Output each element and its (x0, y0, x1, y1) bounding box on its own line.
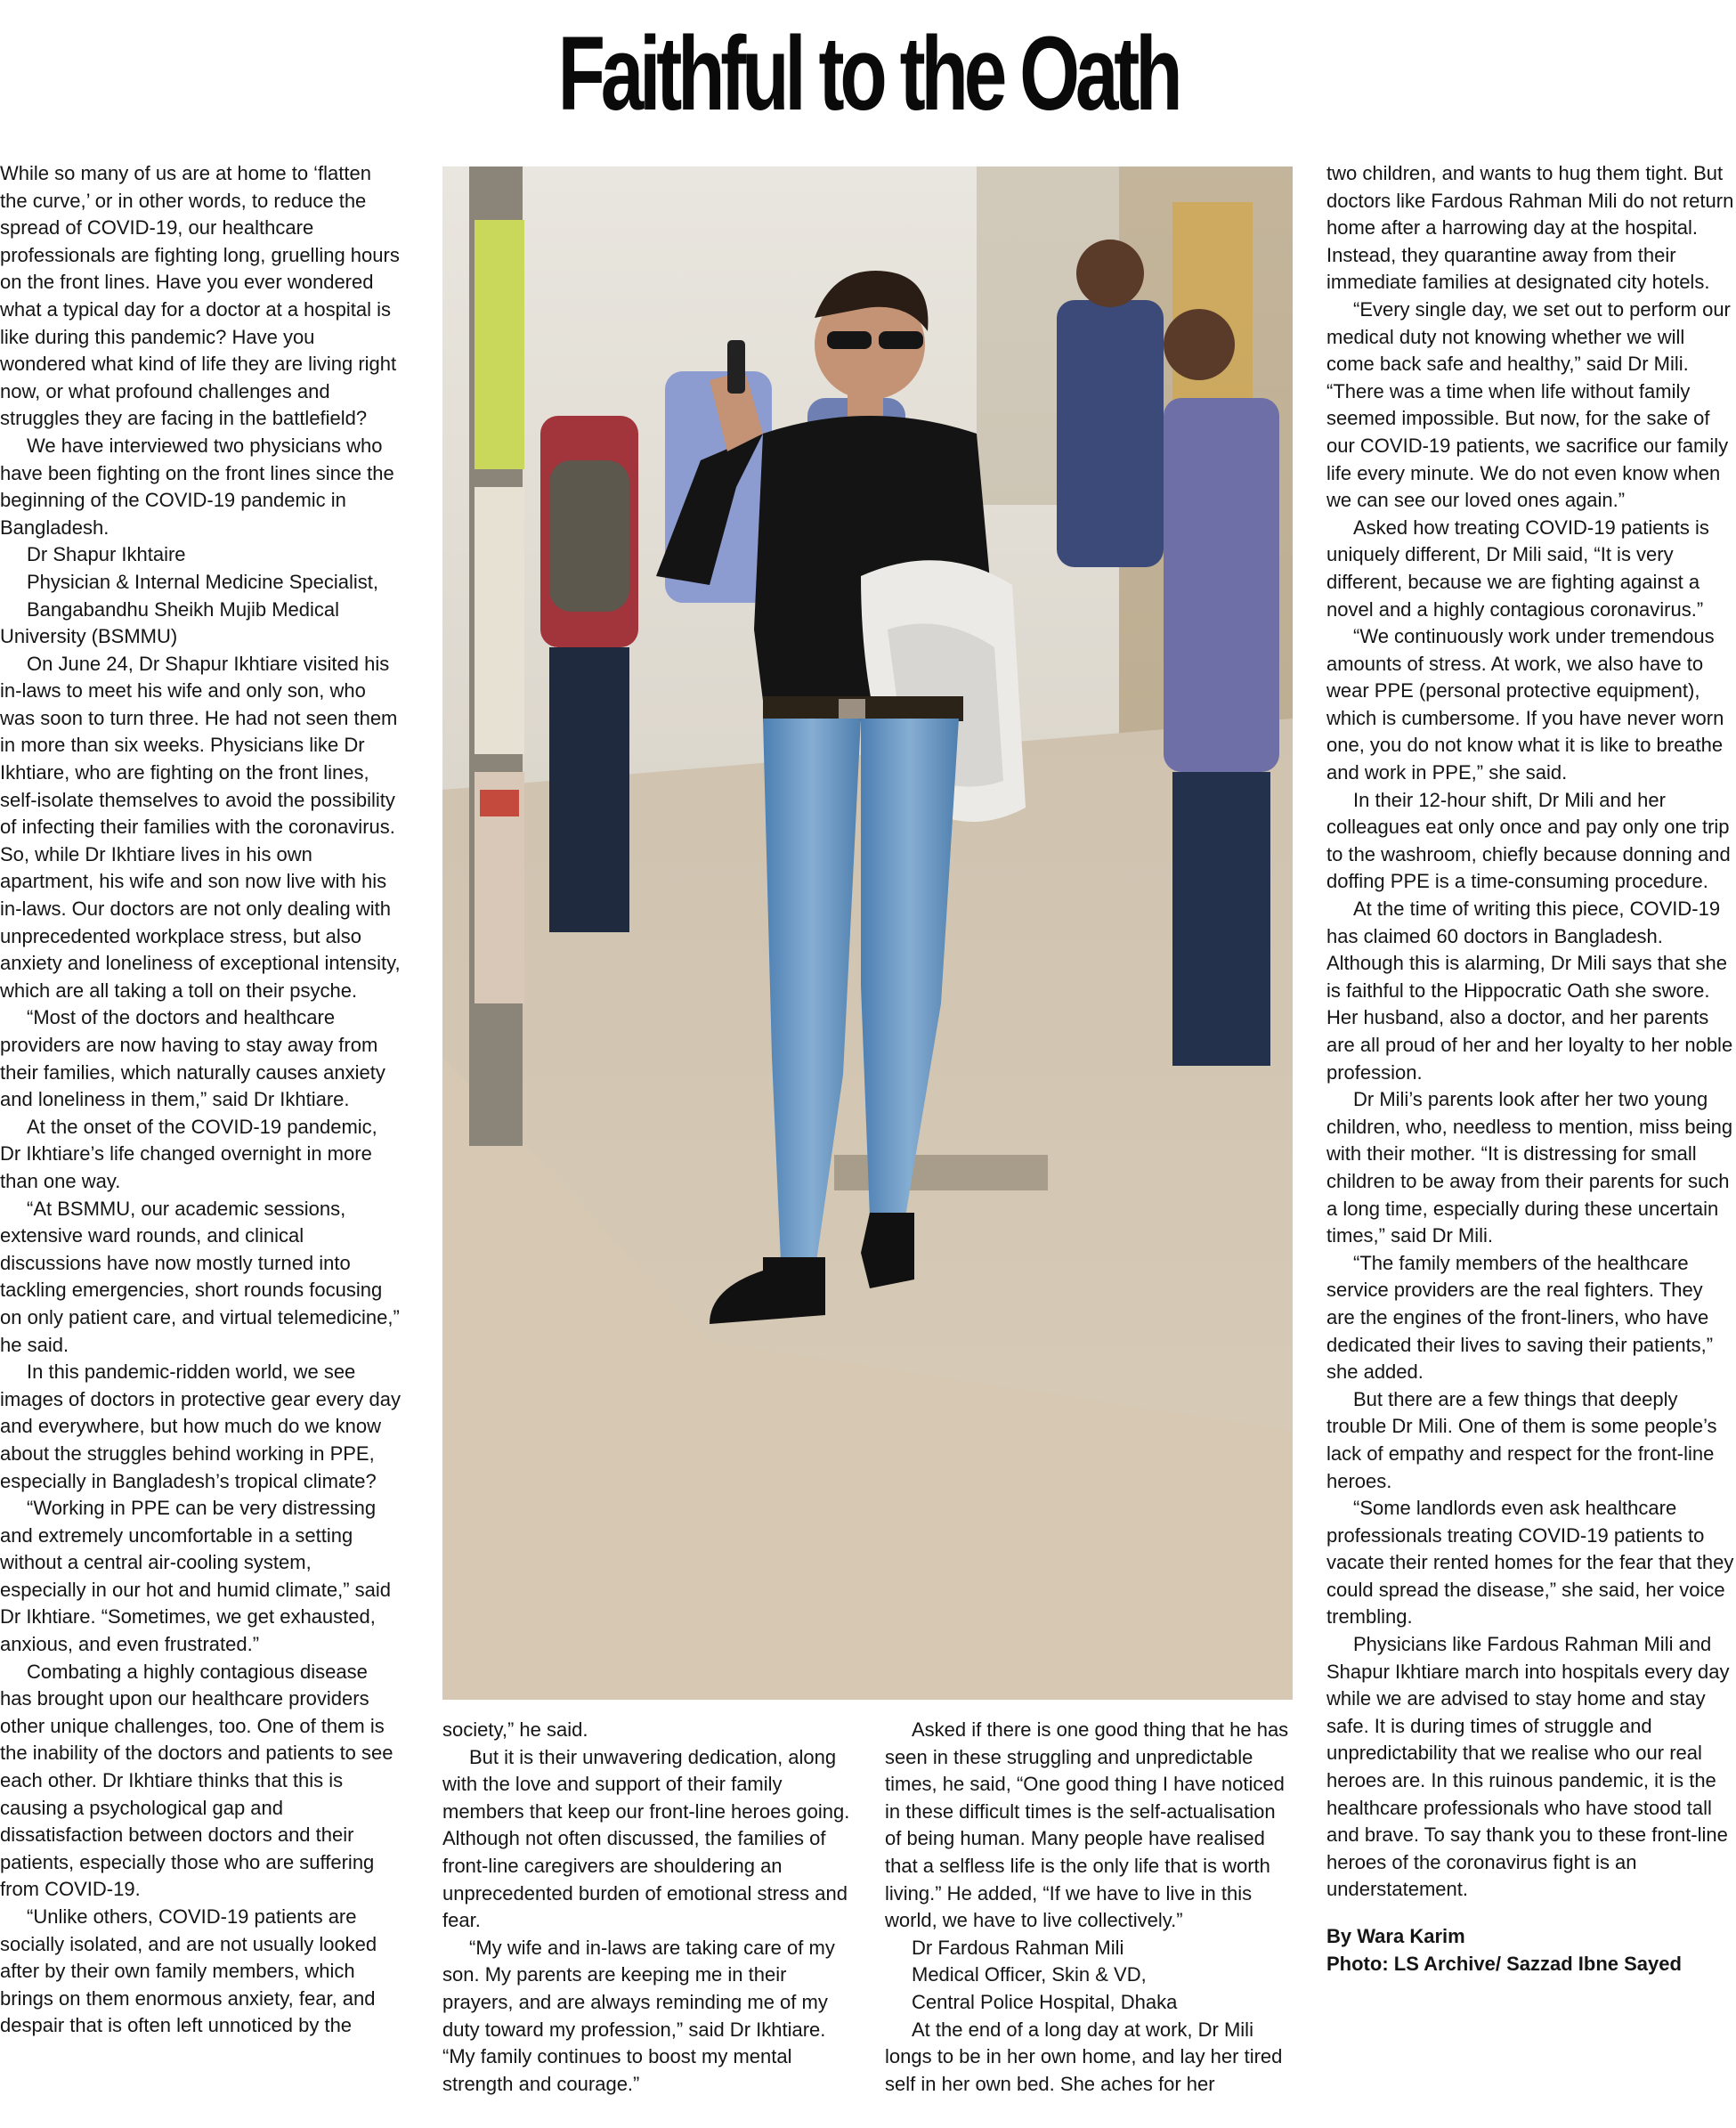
author-credit: By Wara Karim (1326, 1925, 1465, 1947)
article-column-2 (442, 1717, 850, 2098)
interviewee-name: Dr Fardous Rahman Mili (912, 1936, 1124, 1959)
paragraph: At the onset of the COVID-19 pandemic, Dr Ikhtiare’s life changed overnight in more than one way. (0, 1115, 377, 1192)
paragraph: “The family members of the healthcare service providers are the real fighters. They are the engines of the front-liners, who have dedicated their lives to saving their patients,” she added. (1326, 1251, 1714, 1384)
byline (1326, 1923, 1734, 1978)
paragraph: “Most of the doctors and healthcare providers are now having to stay away from their families, which naturally causes anxiety and loneliness in them,” said Dr Ikhtiare. (0, 1006, 385, 1111)
interviewee-name: Dr Shapur Ikhtaire (27, 543, 186, 566)
interviewee-title: Medical Officer, Skin & VD, (912, 1963, 1147, 1986)
paragraph: Asked if there is one good thing that he has seen in these struggling and unpredictable times, he said, “One good thing I have noticed in these difficult times is the self-actualisation of being human. Many people have realised that a selfless life is the only life that is worth living.” He added, “If we have to live in this world, we have to live collectively.” (885, 1718, 1289, 1932)
interviewee-affiliation: Bangabandhu Sheikh Mujib Medical University (BSMMU) (0, 597, 340, 648)
paragraph: “Unlike others, COVID-19 patients are socially isolated, and are not usually looked after by their own family members, which brings on them enormous anxiety, fear, and despair that is often left unnoticed by the (0, 1905, 377, 2037)
paragraph: In this pandemic-ridden world, we see images of doctors in protective gear every day and everywhere, but how much do we know about the struggles behind working in PPE, especially in Bangladesh’s tropical climate? (0, 1360, 402, 1492)
paragraph: “My wife and in-laws are taking care of my son. My parents are keeping me in their prayers, and are always reminding me of my duty toward my profession,” said Dr Ikhtiare. “My family continues to boost my mental strength and courage.” (442, 1936, 835, 2095)
paragraph: society,” he said. (442, 1718, 588, 1741)
paragraph: two children, and wants to hug them tight. But doctors like Fardous Rahman Mili do not return home after a harrowing day at the hospital. Instead, they quarantine away from their immediate families at designated city hotels. (1326, 162, 1734, 294)
article-column-1 (0, 160, 402, 2040)
paragraph: “At BSMMU, our academic sessions, extensive ward rounds, and clinical discussions have now mostly turned into tackling emergencies, short rounds focusing on only patient care, and virtual telemedicine,” he said. (0, 1197, 400, 1356)
article-column-4 (1326, 160, 1734, 1978)
interviewee-affiliation: Central Police Hospital, Dhaka (912, 1990, 1178, 2013)
article-photo (442, 167, 1293, 1700)
paragraph: We have interviewed two physicians who have been fighting on the front lines since the beginning of the COVID-19 pandemic in Bangladesh. (0, 434, 394, 539)
interviewee-title: Physician & Internal Medicine Specialist, (27, 570, 378, 593)
paragraph: “Working in PPE can be very distressing and extremely uncomfortable in a setting without a central air-cooling system, especially in our hot and humid climate,” said Dr Ikhtiare. “Sometimes, we get exhausted, anxious, and even frustrated.” (0, 1497, 392, 1656)
paragraph: In their 12-hour shift, Dr Mili and her colleagues eat only once and pay only one trip to the washroom, chiefly because donning and doffing PPE is a time-consuming procedure. (1326, 788, 1731, 893)
paragraph: Asked how treating COVID-19 patients is uniquely different, Dr Mili said, “It is very different, because we are fighting against a novel and a highly contagious coronavirus.” (1326, 516, 1709, 621)
paragraph: “Every single day, we set out to perform our medical duty not knowing whether we will come back safe and healthy,” said Dr Mili. “There was a time when life without family seemed impossible. But now, for the sake of our COVID-19 patients, we sacrifice our family life every minute. We do not even know when we can see our loved ones again.” (1326, 297, 1731, 512)
paragraph: On June 24, Dr Shapur Ikhtiare visited his in-laws to meet his wife and only son, who was soon to turn three. He had not seen them in more than six weeks. Physicians like Dr Ikhtiare, who are fighting on the front lines, self-isolate themselves to avoid the possibility of infecting their families with the coronavirus. So, while Dr Ikhtiare lives in his own apartment, his wife and son now live with his in-laws. Our doctors are not only dealing with unprecedented workplace stress, but also anxiety and loneliness of exceptional intensity, which are all taking a toll on their psyche. (0, 652, 401, 1002)
street-photo-illustration (442, 167, 1293, 1700)
headline: Faithful to the Oath (557, 15, 1179, 133)
paragraph: Dr Mili’s parents look after her two young children, who, needless to mention, miss being with their mother. “It is distressing for small children to be away from their parents for such a long time, especially during these uncertain times,” said Dr Mili. (1326, 1088, 1733, 1247)
paragraph: At the end of a long day at work, Dr Mili longs to be in her own home, and lay her tired self in her own bed. She aches for her (885, 2018, 1283, 2095)
paragraph: “We continuously work under tremendous amounts of stress. At work, we also have to wear PPE (personal protective equipment), which is cumbersome. If you have never worn one, you do not know what it is like to breathe and work in PPE,” she said. (1326, 625, 1724, 784)
paragraph: While so many of us are at home to ‘flatten the curve,’ or in other words, to reduce the spread of COVID-19, our healthcare professionals are fighting long, gruelling hours on the front lines. Have you ever wondered what a typical day for a doctor at a hospital is like during this pandemic? Have you wondered what kind of life they are living right now, or what profound challenges and struggles they are facing in the battlefield? (0, 162, 400, 430)
paragraph: Physicians like Fardous Rahman Mili and Shapur Ikhtiare march into hospitals every day while we are advised to stay home and stay safe. It is during times of struggle and unpredictability that we realise who our real heroes are. In this ruinous pandemic, it is the healthcare professionals who have stood tall and brave. To say thank you to these front-line heroes of the coronavirus fight is an understatement. (1326, 1633, 1730, 1901)
paragraph: “Some landlords even ask healthcare professionals treating COVID-19 patients to vacate their rented homes for the fear that they could spread the disease,” she said, her voice trembling. (1326, 1497, 1734, 1628)
paragraph: But there are a few things that deeply trouble Dr Mili. One of them is some people’s lack of empathy and respect for the front-line heroes. (1326, 1387, 1717, 1492)
paragraph: But it is their unwavering dedication, along with the love and support of their family members that keep our front-line heroes going. Although not often discussed, the families of front-line caregivers are shouldering an unprecedented burden of emotional stress and fear. (442, 1745, 850, 1932)
photo-credit: Photo: LS Archive/ Sazzad Ibne Sayed (1326, 1952, 1682, 1975)
article-column-3 (885, 1717, 1293, 2098)
paragraph: Combating a highly contagious disease has brought upon our healthcare providers other unique challenges, too. One of them is the inability of the doctors and patients to see each other. Dr Ikhtiare thinks that this is causing a psychological gap and dissatisfaction between doctors and their patients, especially those who are suffering from COVID-19. (0, 1660, 393, 1901)
paragraph: At the time of writing this piece, COVID-19 has claimed 60 doctors in Bangladesh. Although this is alarming, Dr Mili says that she is faithful to the Hippocratic Oath she swore. Her husband, also a doctor, and her parents are all proud of her and her loyalty to her noble profession. (1326, 897, 1733, 1084)
